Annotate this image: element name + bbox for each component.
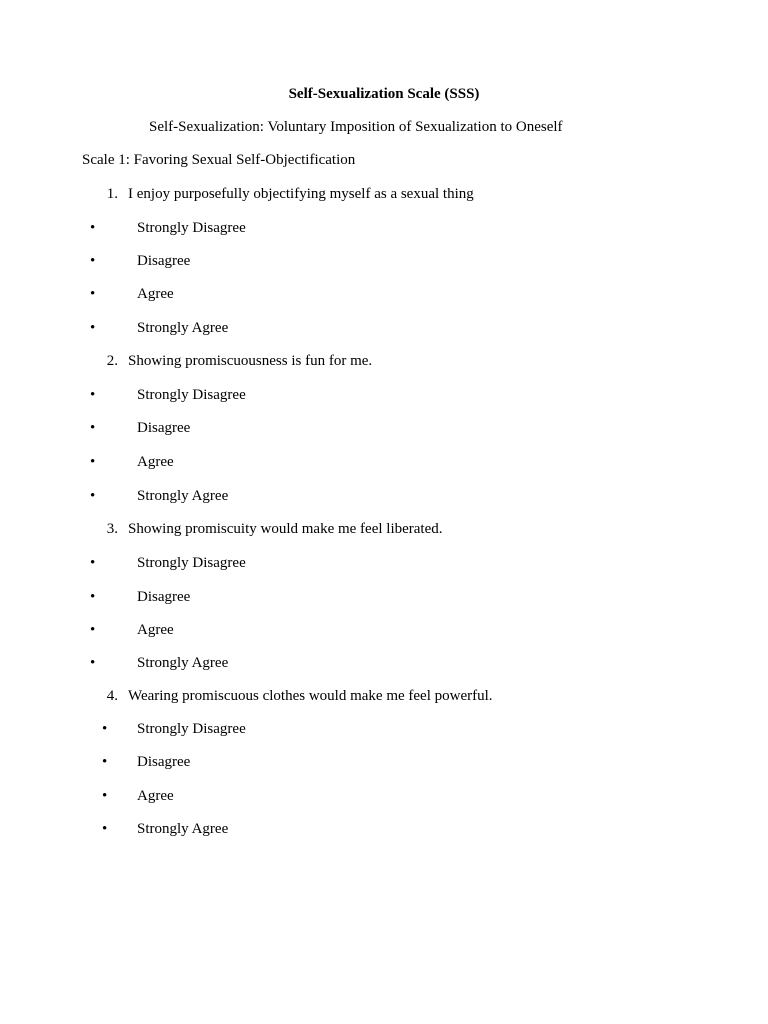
bullet-icon: •: [90, 454, 96, 470]
question-number: 3.: [106, 521, 118, 537]
bullet-icon: •: [90, 488, 96, 504]
option-strongly-disagree: Strongly Disagree: [137, 555, 246, 571]
question-number: 1.: [106, 186, 118, 202]
scale-heading: Scale 1: Favoring Sexual Self-Objectification: [82, 152, 356, 168]
question-text: Showing promiscuousness is fun for me.: [128, 353, 373, 369]
question-text: Showing promiscuity would make me feel liberated.: [128, 521, 443, 537]
option-strongly-agree: Strongly Agree: [137, 320, 229, 336]
question-number: 2.: [106, 353, 118, 369]
bullet-icon: •: [90, 253, 96, 269]
question-number: 4.: [106, 688, 118, 704]
option-agree: Agree: [137, 622, 174, 638]
document-title: Self-Sexualization Scale (SSS): [288, 86, 480, 102]
bullet-icon: •: [102, 754, 108, 770]
option-strongly-disagree: Strongly Disagree: [137, 721, 246, 737]
bullet-icon: •: [102, 788, 108, 804]
option-disagree: Disagree: [137, 754, 191, 770]
bullet-icon: •: [90, 320, 96, 336]
bullet-icon: •: [90, 589, 96, 605]
document-subtitle: Self-Sexualization: Voluntary Imposition of Sexualization to Oneself: [149, 119, 563, 135]
bullet-icon: •: [102, 721, 108, 737]
question-text: Wearing promiscuous clothes would make me feel powerful.: [128, 688, 493, 704]
bullet-icon: •: [90, 622, 96, 638]
option-strongly-disagree: Strongly Disagree: [137, 387, 246, 403]
option-strongly-agree: Strongly Agree: [137, 821, 229, 837]
option-disagree: Disagree: [137, 420, 191, 436]
bullet-icon: •: [90, 220, 96, 236]
bullet-icon: •: [90, 555, 96, 571]
option-disagree: Disagree: [137, 589, 191, 605]
bullet-icon: •: [90, 387, 96, 403]
bullet-icon: •: [90, 286, 96, 302]
option-agree: Agree: [137, 454, 174, 470]
question-text: I enjoy purposefully objectifying myself as a sexual thing: [128, 186, 474, 202]
option-disagree: Disagree: [137, 253, 191, 269]
option-agree: Agree: [137, 286, 174, 302]
option-strongly-agree: Strongly Agree: [137, 655, 229, 671]
option-strongly-disagree: Strongly Disagree: [137, 220, 246, 236]
bullet-icon: •: [90, 655, 96, 671]
bullet-icon: •: [102, 821, 108, 837]
bullet-icon: •: [90, 420, 96, 436]
option-strongly-agree: Strongly Agree: [137, 488, 229, 504]
option-agree: Agree: [137, 788, 174, 804]
